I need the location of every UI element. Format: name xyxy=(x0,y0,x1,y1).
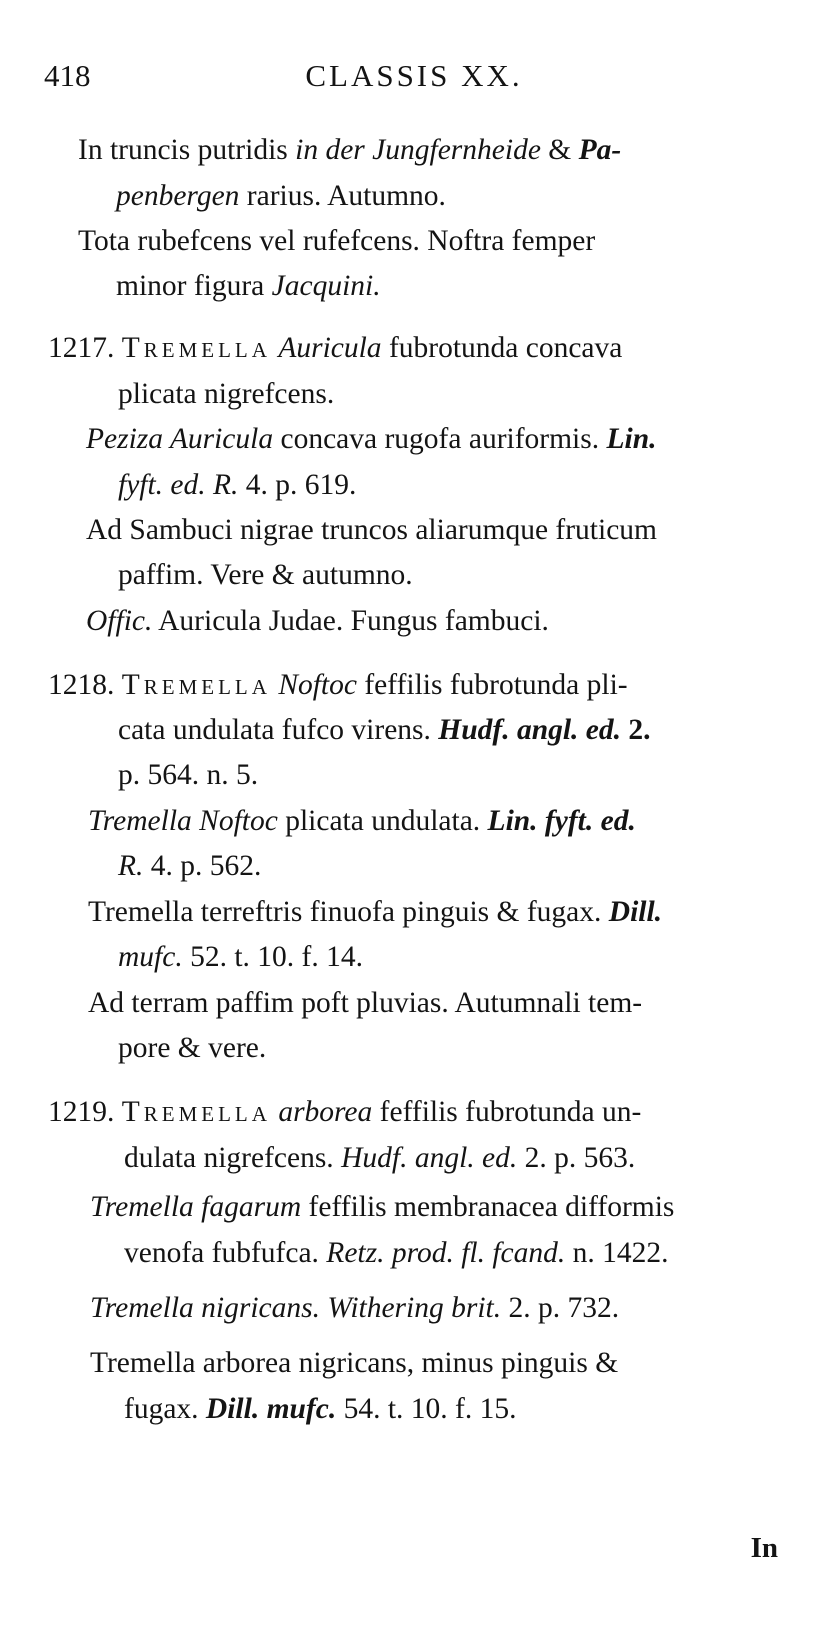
genus-name: Tremella xyxy=(121,1096,271,1128)
page-number: 418 xyxy=(44,58,91,93)
habitat-line xyxy=(118,1030,266,1066)
italic-run: Tremella nigricans. Withering brit. xyxy=(90,1292,502,1324)
text-run: fubrotunda concava xyxy=(381,332,623,364)
text-run: plicata nigrefcens. xyxy=(118,378,335,410)
species-name: arborea xyxy=(278,1096,373,1128)
italic-run: Tremella Noftoc xyxy=(88,805,278,837)
text-line xyxy=(124,1140,635,1176)
italic-run: Offic. xyxy=(86,605,153,637)
catchword: In xyxy=(750,1532,778,1564)
synonym-line xyxy=(118,467,356,503)
text-line xyxy=(116,178,446,214)
text-run: Auricula Judae. Fungus fambuci. xyxy=(152,605,549,637)
entry-heading xyxy=(48,667,628,703)
synonym-line xyxy=(90,1189,674,1225)
italic-run: in der Jungfernheide xyxy=(295,134,541,166)
italic-run: Hudf. angl. ed. xyxy=(341,1142,518,1174)
italic-run: fyft. ed. R. xyxy=(118,469,239,501)
text-run: feffilis fubrotunda pli- xyxy=(356,669,628,701)
habitat-line xyxy=(88,985,642,1021)
italic-run: Hudf. angl. ed. xyxy=(438,714,622,746)
synonym-line xyxy=(118,848,261,884)
text-run: Ad terram paffim poft pluvias. Autumnali tem- xyxy=(88,987,643,1019)
entry-heading xyxy=(48,330,622,366)
genus-name: Tremella xyxy=(121,669,271,701)
text-run: & xyxy=(540,134,579,166)
text-line xyxy=(118,376,334,412)
synonym-line xyxy=(90,1290,619,1326)
entry-number: 1219. xyxy=(48,1096,115,1128)
text-run: 4. p. 619. xyxy=(238,469,357,501)
text-run: 4. p. 562. xyxy=(143,850,262,882)
text-run: pore & vere. xyxy=(118,1032,267,1064)
genus-name: Tremella xyxy=(121,332,271,364)
text-run: paffim. Vere & autumno. xyxy=(118,559,413,591)
synonym-line xyxy=(118,939,363,975)
text-run: 2. xyxy=(621,714,651,746)
text-run: 54. t. 10. f. 15. xyxy=(336,1393,517,1425)
entry-heading xyxy=(48,1094,641,1130)
text-run: venofa fubfufca. xyxy=(124,1237,327,1269)
italic-run: Pa- xyxy=(578,134,622,166)
text-run: Ad Sambuci nigrae truncos aliarumque fruticum xyxy=(86,514,657,546)
italic-run: penbergen xyxy=(116,180,240,212)
italic-run: Jacquini. xyxy=(271,270,381,302)
text-run: dulata nigrefcens. xyxy=(124,1142,342,1174)
text-line xyxy=(78,132,621,168)
synonym-line xyxy=(86,421,656,457)
text-run: minor figura xyxy=(116,270,272,302)
officinal-line xyxy=(86,603,549,639)
italic-run: Dill. xyxy=(608,896,663,928)
text-run: p. 564. n. 5. xyxy=(118,759,259,791)
text-run: feffilis fubrotunda un- xyxy=(372,1096,642,1128)
text-run: 2. p. 563. xyxy=(517,1142,636,1174)
italic-run: R. xyxy=(118,850,144,882)
synonym-line xyxy=(88,803,636,839)
habitat-line xyxy=(86,512,657,548)
habitat-line xyxy=(118,557,413,593)
text-run: plicata undulata. xyxy=(277,805,488,837)
synonym-line xyxy=(124,1391,517,1427)
text-run: rarius. Autumno. xyxy=(239,180,446,212)
italic-run: Retz. prod. fl. fcand. xyxy=(326,1237,566,1269)
text-run: 52. t. 10. f. 14. xyxy=(182,941,363,973)
synonym-line xyxy=(124,1235,669,1271)
running-head: CLASSIS XX. xyxy=(305,58,523,93)
italic-run: Dill. mufc. xyxy=(205,1393,337,1425)
italic-run: Peziza Auricula xyxy=(86,423,274,455)
text-run: In truncis putridis xyxy=(78,134,296,166)
italic-run: Tremella fagarum xyxy=(90,1191,302,1223)
italic-run: Lin. xyxy=(606,423,657,455)
entry-number: 1217. xyxy=(48,332,115,364)
text-run: Tremella terreftris finuofa pinguis & fugax. xyxy=(88,896,609,928)
text-line xyxy=(116,268,381,304)
synonym-line xyxy=(88,894,662,930)
text-line xyxy=(118,712,651,748)
text-run: feffilis membranacea difformis xyxy=(301,1191,675,1223)
text-run: fugax. xyxy=(124,1393,206,1425)
species-name: Noftoc xyxy=(278,669,357,701)
text-run: cata undulata fufco virens. xyxy=(118,714,439,746)
text-run: Tremella arborea nigricans, minus pinguis & xyxy=(90,1347,619,1379)
italic-run: mufc. xyxy=(118,941,183,973)
text-line xyxy=(118,757,258,793)
species-name: Auricula xyxy=(278,332,382,364)
page-header xyxy=(44,58,784,98)
italic-run: Lin. fyft. ed. xyxy=(487,805,636,837)
entry-number: 1218. xyxy=(48,669,115,701)
text-run: n. 1422. xyxy=(565,1237,669,1269)
text-run: Tota rubefcens vel rufefcens. Noftra femper xyxy=(78,225,596,257)
synonym-line xyxy=(90,1345,618,1381)
text-line xyxy=(78,223,595,259)
text-run: 2. p. 732. xyxy=(501,1292,620,1324)
text-run: concava rugofa auriformis. xyxy=(273,423,607,455)
